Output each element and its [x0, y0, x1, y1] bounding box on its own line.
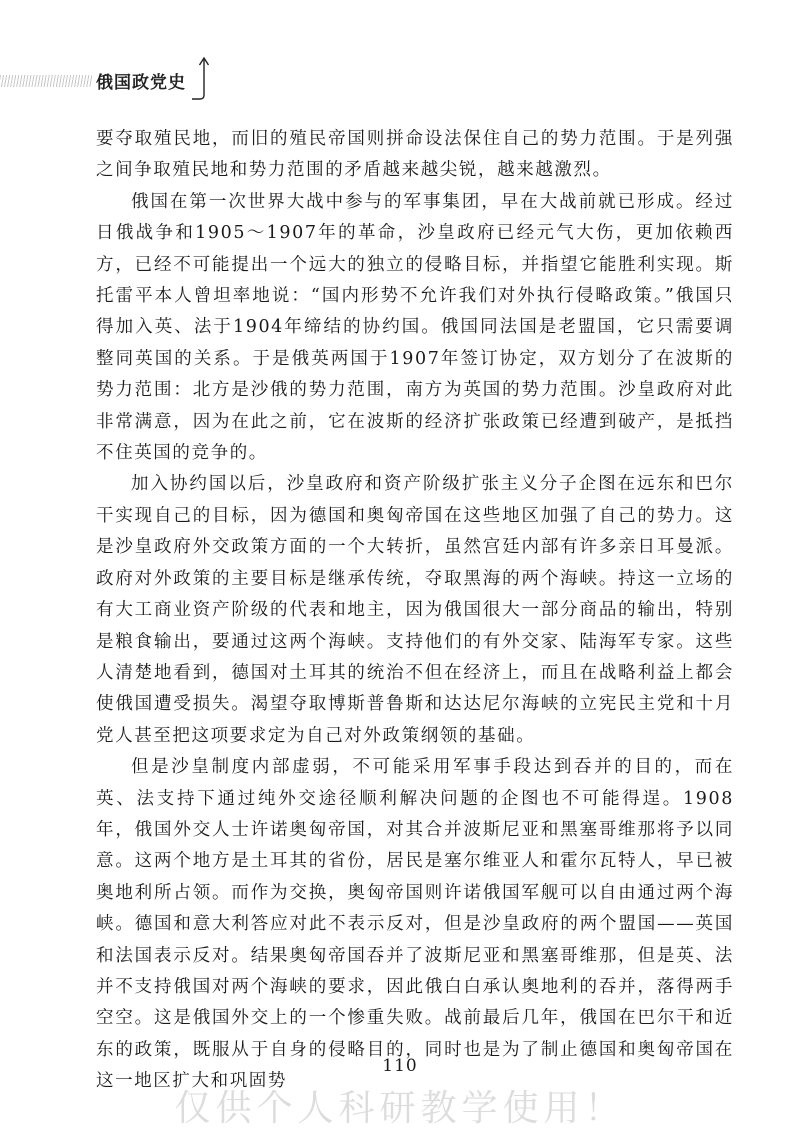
page-number: 110: [382, 1056, 418, 1076]
watermark: 仅供个人科研教学使用！: [174, 1088, 626, 1129]
paragraph-2: 俄国在第一次世界大战中参与的军事集团，早在大战前就已形成。经过日俄战争和1905～1907年的革命，沙皇政府已经元气大伤，更加依赖西方，已经不可能提出一个远大的独立的侵略目标，并指望它能胜利实现。斯托雷平本人曾坦率地说：“国内形势不允许我们对外执行侵略政策。”俄国只得加入英、法于1904年缔结的协约国。俄国同法国是老盟国，它只需要调整同英国的关系。于是俄英两国于1907年签订协定，双方划分了在波斯的势力范围：北方是沙俄的势力范围，南方为英国的势力范围。沙皇政府对此非常满意，因为在此之前，它在波斯的经济扩张政策已经遭到破产，是抵挡不住英国的竞争的。: [96, 191, 734, 464]
running-header: [0, 55, 260, 103]
paragraph-4: 但是沙皇制度内部虚弱，不可能采用军事手段达到吞并的目的，而在英、法支持下通过纯外交途径顺利解决问题的企图也不可能得逞。1908年，俄国外交人士许诺奥匈帝国，对其合并波斯尼亚和黑塞哥维那将予以同意。这两个地方是土耳其的省份，居民是塞尔维亚人和霍尔瓦特人，早已被奥地利所占领。而作为交换，奥匈帝国则许诺俄国军舰可以自由通过两个海峡。德国和意大利答应对此不表示反对，但是沙皇政府的两个盟国——英国和法国表示反对。结果奥匈帝国吞并了波斯尼亚和黑塞哥维那，但是英、法并不支持俄国对两个海峡的要求，因此俄白白承认奥地利的吞并，落得两手空空。这是俄国外交上的一个惨重失败。战前最后几年，俄国在巴尔干和近东的政策，既服从于自身的侵略目的，同时也是为了制止德国和奥匈帝国在这一地区扩大和巩固势: [96, 757, 734, 1092]
body-text: [96, 124, 734, 1098]
header-title: 俄国政党史: [96, 73, 186, 93]
paragraph-1: 要夺取殖民地，而旧的殖民帝国则拼命设法保住自己的势力范围。于是列强之间争取殖民地和势力范围的矛盾越来越尖锐，越来越激烈。: [96, 129, 734, 181]
header-arrow-icon: [178, 55, 212, 101]
header-hatch-decoration: [0, 75, 92, 87]
paragraph-3: 加入协约国以后，沙皇政府和资产阶级扩张主义分子企图在远东和巴尔干实现自己的目标，因为德国和奥匈帝国在这些地区加强了自己的势力。这是沙皇政府外交政策方面的一个大转折，虽然宫廷内部有许多亲日耳曼派。政府对外政策的主要目标是继承传统，夺取黑海的两个海峡。持这一立场的有大工商业资产阶级的代表和地主，因为俄国很大一部分商品的输出，特别是粮食输出，要通过这两个海峡。支持他们的有外交家、陆海军专家。这些人清楚地看到，德国对土耳其的统治不但在经济上，而且在战略利益上都会使俄国遭受损失。渴望夺取博斯普鲁斯和达达尼尔海峡的立宪民主党和十月党人甚至把这项要求定为自己对外政策纲领的基础。: [96, 474, 734, 746]
